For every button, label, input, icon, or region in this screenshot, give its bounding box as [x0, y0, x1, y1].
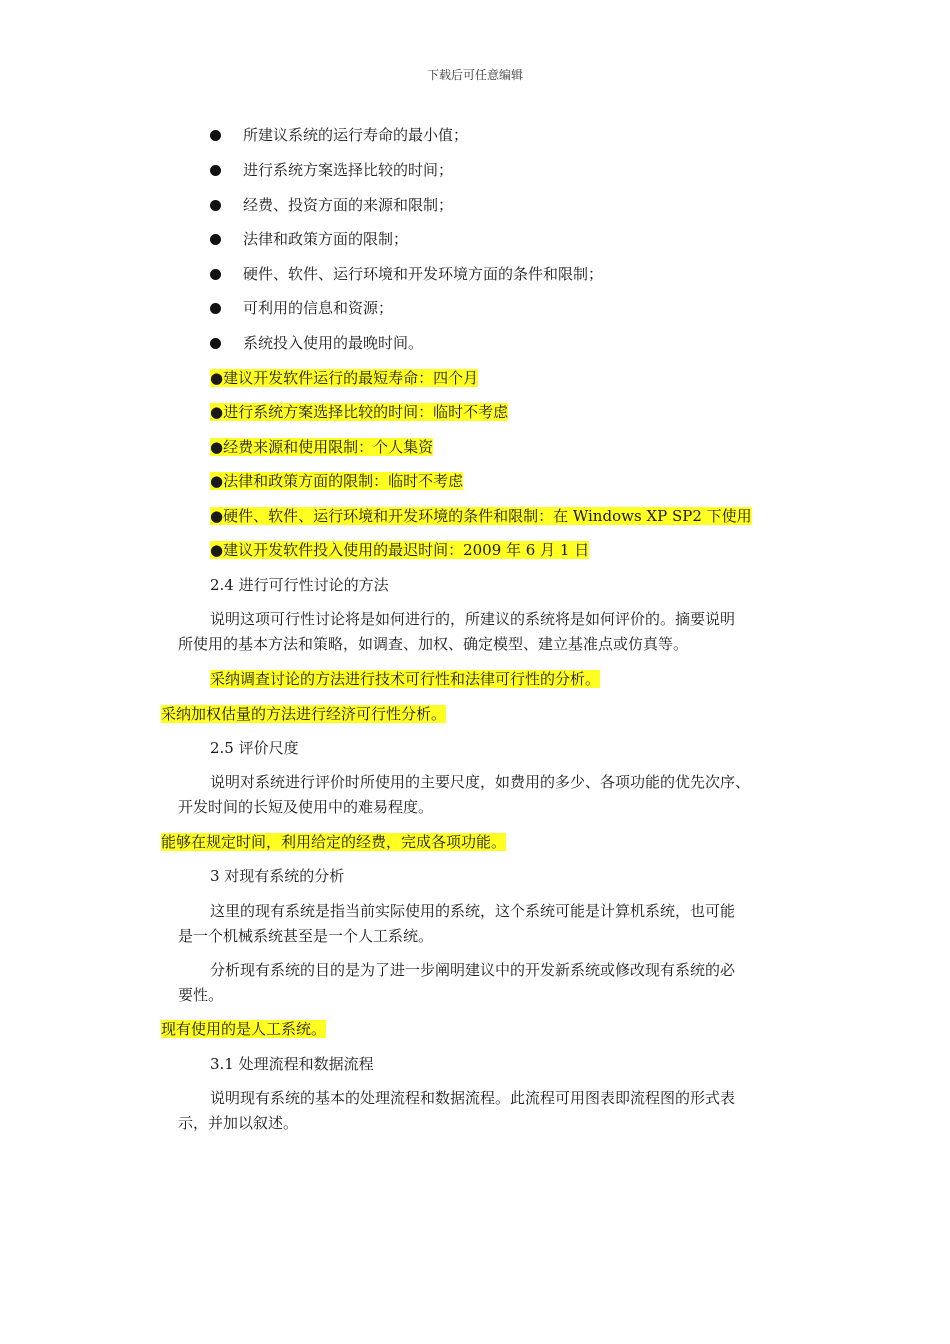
bullet-item: 系统投入使用的最晚时间。 — [210, 333, 423, 353]
answer-line: 采纳调查讨论的方法进行技术可行性和法律可行性的分析。 — [210, 670, 601, 688]
answer-line: 采纳加权估量的方法进行经济可行性分析。 — [161, 705, 447, 723]
paragraph-line: 所使用的基本方法和策略，如调查、加权、确定模型、建立基准点或仿真等。 — [178, 635, 689, 653]
answer-line: ●硬件、软件、运行环境和开发环境的条件和限制：在 Windows XP SP2 下使用 — [210, 507, 752, 525]
section-heading-3-1: 3.1 处理流程和数据流程 — [210, 1055, 374, 1073]
bullet-item: 硬件、软件、运行环境和开发环境方面的条件和限制； — [210, 264, 603, 284]
answer-line: ●建议开发软件投入使用的最迟时间：2009 年 6 月 1 日 — [210, 541, 590, 559]
page-header: 下载后可任意编辑 — [426, 68, 523, 82]
bullet-item: 经费、投资方面的来源和限制； — [210, 195, 453, 215]
paragraph-line: 说明对系统进行评价时所使用的主要尺度，如费用的多少、各项功能的优先次序、 — [210, 773, 751, 791]
bullet-icon — [210, 200, 221, 211]
answer-line: ●经费来源和使用限制：个人集资 — [210, 438, 434, 456]
bullet-item: 可利用的信息和资源； — [210, 298, 393, 318]
section-heading-3: 3 对现有系统的分析 — [210, 867, 345, 885]
paragraph-line: 这里的现有系统是指当前实际使用的系统，这个系统可能是计算机系统，也可能 — [210, 902, 736, 920]
section-heading-2-5: 2.5 评价尺度 — [210, 739, 299, 757]
paragraph-line: 分析现有系统的目的是为了进一步阐明建议中的开发新系统或修改现有系统的必 — [210, 961, 736, 979]
bullet-icon — [210, 269, 221, 280]
answer-line: ●法律和政策方面的限制：临时不考虑 — [210, 472, 464, 490]
bullet-item: 所建议系统的运行寿命的最小值； — [210, 125, 468, 145]
bullet-icon — [210, 130, 221, 141]
paragraph-line: 是一个机械系统甚至是一个人工系统。 — [178, 927, 434, 945]
paragraph-line: 要性。 — [178, 986, 224, 1004]
bullet-icon — [210, 165, 221, 176]
bullet-item: 法律和政策方面的限制； — [210, 229, 408, 249]
answer-line: ●进行系统方案选择比较的时间：临时不考虑 — [210, 403, 509, 421]
answer-line: ●建议开发软件运行的最短寿命：四个月 — [210, 369, 479, 387]
answer-line: 能够在规定时间，利用给定的经费，完成各项功能。 — [161, 833, 507, 851]
section-heading-2-4: 2.4 进行可行性讨论的方法 — [210, 576, 389, 594]
paragraph-line: 示，并加以叙述。 — [178, 1114, 299, 1132]
answer-line: 现有使用的是人工系统。 — [161, 1020, 327, 1038]
bullet-icon — [210, 303, 221, 314]
paragraph-line: 说明这项可行性讨论将是如何进行的，所建议的系统将是如何评价的。摘要说明 — [210, 610, 736, 628]
bullet-icon — [210, 234, 221, 245]
bullet-icon — [210, 338, 221, 349]
paragraph-line: 说明现有系统的基本的处理流程和数据流程。此流程可用图表即流程图的形式表 — [210, 1089, 736, 1107]
bullet-item: 进行系统方案选择比较的时间； — [210, 160, 453, 180]
paragraph-line: 开发时间的长短及使用中的难易程度。 — [178, 798, 434, 816]
